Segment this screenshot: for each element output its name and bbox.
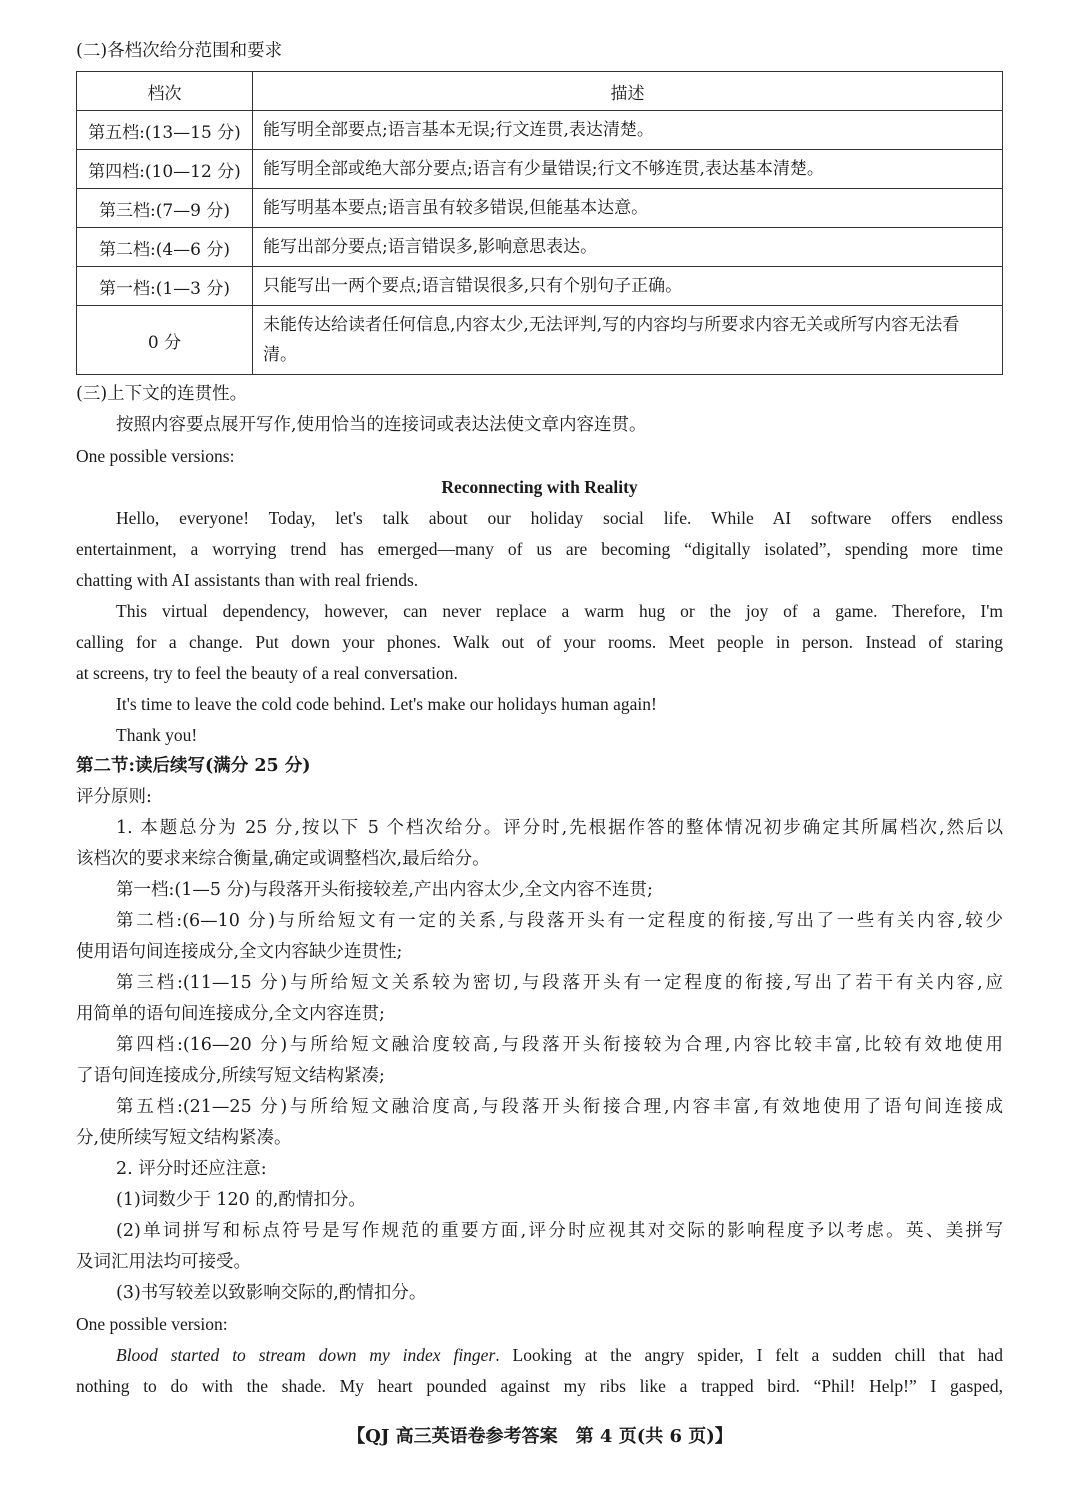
essay-line: Hello, everyone! Today, let's talk about our holiday social life. While AI software offers endless [116, 508, 1003, 528]
essay-line [76, 1340, 1003, 1371]
rule-line: 了语句间连接成分,所续写短文结构紧凑; [76, 1066, 385, 1086]
table-row [77, 306, 1003, 375]
rule-line: 分,使所续写短文结构紧凑。 [76, 1128, 292, 1148]
rule-line: 第二档:(6—10 分)与所给短文有一定的关系,与段落开头有一定程度的衔接,写出了一些有关内容,较少 [116, 911, 1003, 931]
grading-table [76, 71, 1003, 375]
rule-line: 第三档:(11—15 分)与所给短文关系较为密切,与段落开头有一定程度的衔接,写出了若干有关内容,应 [116, 973, 1003, 993]
table-cell-level: 0 分 [77, 306, 253, 375]
table-header-level: 档次 [77, 72, 253, 111]
essay-line: entertainment, a worrying trend has emerged—many of us are becoming “digitally isolated”, spending more time [76, 539, 1003, 559]
essay-line: It's time to leave the cold code behind. Let's make our holidays human again! [116, 694, 657, 714]
rule-line: 第五档:(21—25 分)与所给短文融洽度高,与段落开头衔接合理,内容丰富,有效地使用了语句间连接成 [116, 1097, 1003, 1117]
rule-line: 第四档:(16—20 分)与所给短文融洽度较高,与段落开头衔接较为合理,内容比较丰富,比较有效地使用 [116, 1035, 1003, 1055]
rule-line: 用简单的语句间连接成分,全文内容连贯; [76, 1004, 385, 1024]
table-cell-level: 第五档:(13—15 分) [77, 111, 253, 150]
essay-italic-start: Blood started to stream down my index finger [116, 1345, 496, 1365]
table-header-row [77, 72, 1003, 111]
table-row [77, 150, 1003, 189]
section-heading: (三)上下文的连贯性。 [76, 384, 248, 404]
document-page [76, 36, 1003, 1402]
table-cell-desc: 能写明全部要点;语言基本无误;行文连贯,表达清楚。 [253, 111, 1003, 150]
rule-line: 该档次的要求来综合衡量,确定或调整档次,最后给分。 [76, 849, 490, 869]
essay-line: at screens, try to feel the beauty of a real conversation. [76, 663, 458, 683]
rule-line: (1)词数少于 120 的,酌情扣分。 [116, 1190, 366, 1210]
versions-label: One possible versions: [76, 446, 235, 466]
essay-line: chatting with AI assistants than with real friends. [76, 570, 419, 590]
essay-line: This virtual dependency, however, can never replace a warm hug or the joy of a game. Therefore, I'm [116, 601, 1003, 621]
table-cell-desc: 能写明基本要点;语言虽有较多错误,但能基本达意。 [253, 189, 1003, 228]
rule-line: 及词汇用法均可接受。 [76, 1252, 251, 1272]
essay-line: calling for a change. Put down your phones. Walk out of your rooms. Meet people in person. Instead of staring [76, 632, 1003, 652]
table-cell-level: 第三档:(7—9 分) [77, 189, 253, 228]
table-row [77, 228, 1003, 267]
rule-line: (2)单词拼写和标点符号是写作规范的重要方面,评分时应视其对交际的影响程度予以考虑。英、美拼写 [116, 1221, 1003, 1241]
table-row [77, 189, 1003, 228]
table-cell-desc: 能写明全部或绝大部分要点;语言有少量错误;行文不够连贯,表达基本清楚。 [253, 150, 1003, 189]
rule-line: 第一档:(1—5 分)与段落开头衔接较差,产出内容太少,全文内容不连贯; [116, 880, 653, 900]
version-label: One possible version: [76, 1314, 228, 1334]
rule-line: 使用语句间连接成分,全文内容缺少连贯性; [76, 942, 403, 962]
essay-title: Reconnecting with Reality [441, 477, 638, 497]
page-footer: 【QJ 高三英语卷参考答案 第 4 页(共 6 页)】 [347, 1426, 733, 1447]
table-header-desc: 描述 [253, 72, 1003, 111]
table-cell-level: 第一档:(1—3 分) [77, 267, 253, 306]
rule-line: 1. 本题总分为 25 分,按以下 5 个档次给分。评分时,先根据作答的整体情况初步确定其所属档次,然后以 [116, 818, 1003, 838]
paragraph-text: 按照内容要点展开写作,使用恰当的连接词或表达法使文章内容连贯。 [116, 415, 647, 435]
part-heading: 第二节:读后续写(满分 25 分) [76, 756, 311, 776]
table-cell-desc: 未能传达给读者任何信息,内容太少,无法评判,写的内容均与所要求内容无关或所写内容无法看清。 [253, 306, 1003, 375]
table-cell-desc: 只能写出一两个要点;语言错误很多,只有个别句子正确。 [253, 267, 1003, 306]
table-cell-desc: 能写出部分要点;语言错误多,影响意思表达。 [253, 228, 1003, 267]
table-cell-level: 第四档:(10—12 分) [77, 150, 253, 189]
table-row [77, 267, 1003, 306]
table-row [77, 111, 1003, 150]
table-cell-level: 第二档:(4—6 分) [77, 228, 253, 267]
essay-line-rest: . Looking at the angry spider, I felt a sudden chill that had [495, 1345, 1003, 1365]
essay-line: nothing to do with the shade. My heart pounded against my ribs like a trapped bird. “Phil! Help!” I gasped, [76, 1376, 1003, 1396]
rule-line: (3)书写较差以致影响交际的,酌情扣分。 [116, 1283, 427, 1303]
section-heading: (二)各档次给分范围和要求 [76, 41, 283, 61]
principle-label: 评分原则: [76, 787, 152, 807]
rule-line: 2. 评分时还应注意: [116, 1159, 267, 1179]
essay-line: Thank you! [116, 725, 198, 745]
